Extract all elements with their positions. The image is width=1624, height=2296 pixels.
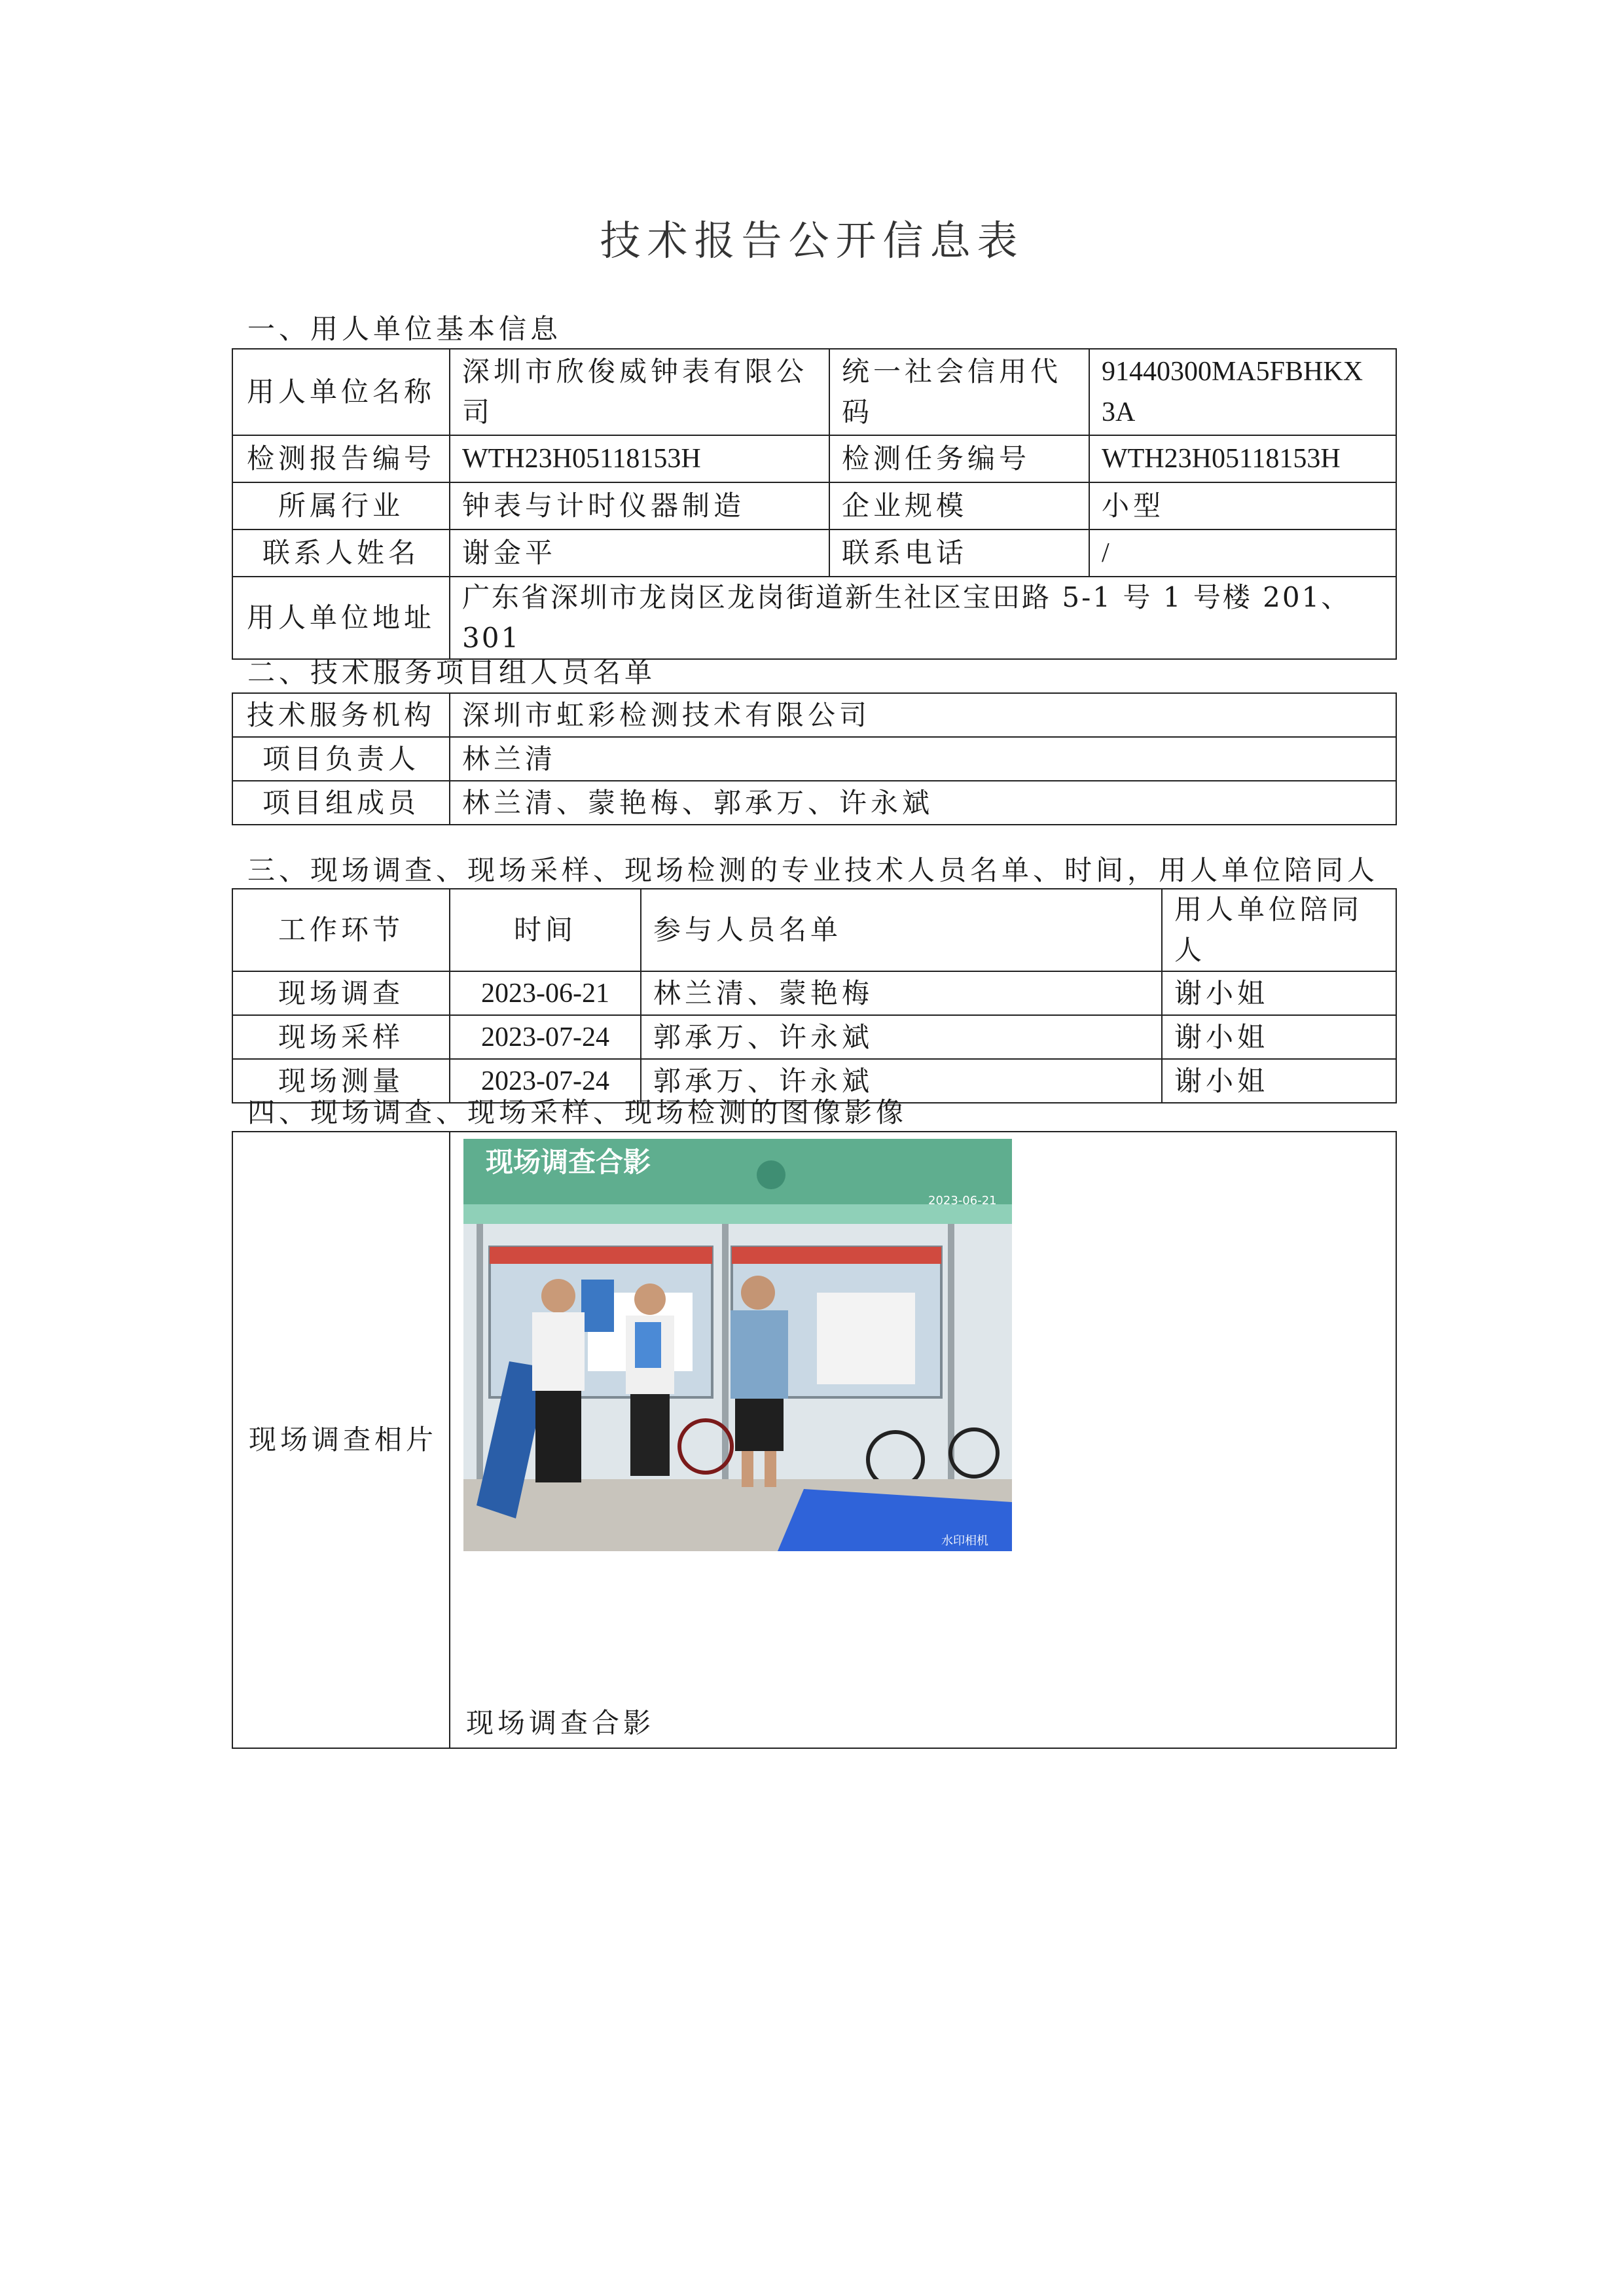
- cell-staff: 林兰清、蒙艳梅: [641, 971, 1162, 1015]
- site-survey-photo: [463, 1139, 1012, 1551]
- label-report-no: 检测报告编号: [232, 435, 450, 482]
- section2-heading: 二、技术服务项目组人员名单: [247, 656, 657, 689]
- cell-escort: 谢小姐: [1162, 971, 1396, 1015]
- label-address: 用人单位地址: [232, 577, 450, 659]
- cell-stage: 现场采样: [232, 1015, 450, 1059]
- table-row: [232, 781, 1396, 825]
- header-staff: 参与人员名单: [641, 889, 1162, 971]
- value-phone: /: [1089, 529, 1396, 577]
- value-task-no: WTH23H05118153H: [1089, 435, 1396, 482]
- label-members: 项目组成员: [232, 781, 450, 825]
- table-row: [232, 1015, 1396, 1059]
- header-stage: 工作环节: [232, 889, 450, 971]
- table-row: [232, 971, 1396, 1015]
- page-title: 技术报告公开信息表: [600, 217, 1024, 264]
- table-row: [232, 577, 1396, 659]
- label-agency: 技术服务机构: [232, 693, 450, 737]
- label-contact: 联系人姓名: [232, 529, 450, 577]
- cell-date: 2023-06-21: [450, 971, 641, 1015]
- cell-stage: 现场测量: [232, 1059, 450, 1103]
- table-row: [232, 1132, 1396, 1748]
- cell-staff: 郭承万、许永斌: [641, 1015, 1162, 1059]
- table-row: [232, 737, 1396, 781]
- value-credit-code: 91440300MA5FBHKX 3A: [1089, 349, 1396, 435]
- label-scale: 企业规模: [829, 482, 1089, 529]
- image-table: [232, 1131, 1397, 1749]
- header-escort: 用人单位陪同人: [1162, 889, 1396, 971]
- label-employer-name: 用人单位名称: [232, 349, 450, 435]
- table-row: [232, 693, 1396, 737]
- table-row: [232, 349, 1396, 435]
- cell-escort: 谢小姐: [1162, 1059, 1396, 1103]
- section4-heading: 四、现场调查、现场采样、现场检测的图像影像: [247, 1096, 908, 1128]
- label-leader: 项目负责人: [232, 737, 450, 781]
- photo-watermark-text: 水印相机: [941, 1534, 988, 1548]
- value-address: 广东省深圳市龙岗区龙岗街道新生社区宝田路 5-1 号 1 号楼 201、301: [450, 577, 1396, 659]
- value-report-no: WTH23H05118153H: [450, 435, 829, 482]
- value-employer-name: 深圳市欣俊威钟表有限公司: [450, 349, 829, 435]
- cell-escort: 谢小姐: [1162, 1015, 1396, 1059]
- value-scale: 小型: [1089, 482, 1396, 529]
- cell-staff: 郭承万、许永斌: [641, 1059, 1162, 1103]
- cell-date: 2023-07-24: [450, 1015, 641, 1059]
- label-photo: 现场调查相片: [232, 1132, 450, 1748]
- section3-heading: 三、现场调查、现场采样、现场检测的专业技术人员名单、时间，用人单位陪同人: [247, 854, 1379, 886]
- header-time: 时间: [450, 889, 641, 971]
- basic-info-table: [232, 348, 1397, 660]
- cell-date: 2023-07-24: [450, 1059, 641, 1103]
- value-contact: 谢金平: [450, 529, 829, 577]
- photo-caption: 现场调查合影: [466, 1707, 655, 1739]
- section1-heading: 一、用人单位基本信息: [247, 313, 562, 345]
- value-members: 林兰清、蒙艳梅、郭承万、许永斌: [450, 781, 1396, 825]
- cell-stage: 现场调查: [232, 971, 450, 1015]
- label-credit-code: 统一社会信用代码: [829, 349, 1089, 435]
- value-leader: 林兰清: [450, 737, 1396, 781]
- photo-banner-text: 现场调查合影: [486, 1146, 651, 1178]
- label-industry: 所属行业: [232, 482, 450, 529]
- table-row: [232, 529, 1396, 577]
- schedule-table: [232, 888, 1397, 1103]
- value-industry: 钟表与计时仪器制造: [450, 482, 829, 529]
- photo-cell: [450, 1132, 1396, 1748]
- team-table: [232, 692, 1397, 825]
- photo-date-text: 2023-06-21: [928, 1194, 997, 1208]
- table-row: [232, 482, 1396, 529]
- value-agency: 深圳市虹彩检测技术有限公司: [450, 693, 1396, 737]
- label-phone: 联系电话: [829, 529, 1089, 577]
- label-task-no: 检测任务编号: [829, 435, 1089, 482]
- table-header-row: [232, 889, 1396, 971]
- table-row: [232, 435, 1396, 482]
